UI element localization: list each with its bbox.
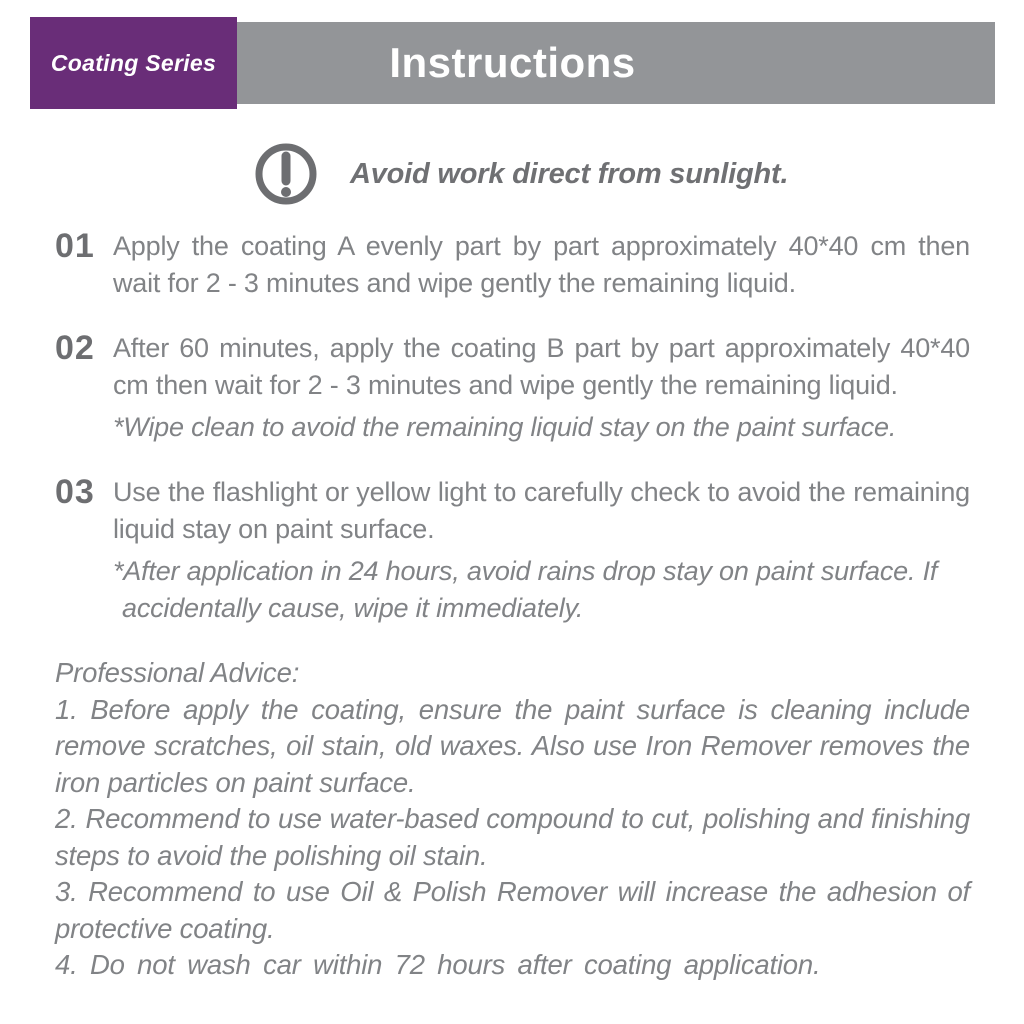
advice-item-1: 1. Before apply the coating, ensure the paint surface is cleaning include remove scratches, oil stain, old waxes. Also use Iron Remover removes the iron particles on paint surface.	[55, 693, 970, 798]
step-text: Apply the coating A evenly part by part approximately 40*40 cm then wait for 2 - 3 minutes and wipe gently the remaining liquid.	[113, 231, 970, 298]
step-number: 03	[55, 473, 95, 511]
advice-item-2: 2. Recommend to use water-based compound to cut, polishing and finishing steps to avoid the polishing oil stain.	[55, 803, 970, 871]
series-badge-label: Coating Series	[50, 49, 217, 76]
warning-banner	[252, 140, 1024, 208]
step-text: Use the flashlight or yellow light to carefully check to avoid the remaining liquid stay on paint surface.	[113, 477, 970, 544]
step-body	[113, 330, 970, 446]
step-item-02	[55, 330, 970, 446]
step-number: 01	[55, 227, 95, 265]
step-number: 02	[55, 329, 95, 367]
advice-item-4: 4. Do not wash car within 72 hours after coating application.	[55, 949, 821, 980]
series-badge	[30, 17, 237, 109]
step-item-01	[55, 228, 970, 302]
instruction-steps	[55, 228, 970, 627]
step-body	[113, 228, 970, 302]
professional-advice	[55, 655, 970, 984]
header	[0, 0, 1024, 109]
advice-item-3: 3. Recommend to use Oil & Polish Remover will increase the adhesion of protective coating.	[55, 876, 970, 944]
page-title: Instructions	[389, 39, 636, 86]
warning-text: Avoid work direct from sunlight.	[350, 157, 789, 190]
advice-heading: Professional Advice:	[55, 657, 300, 688]
step-note: *After application in 24 hours, avoid rains drop stay on paint surface. If accidentally cause, wipe it immediately.	[113, 556, 938, 623]
exclamation-circle-icon	[252, 140, 320, 208]
step-item-03	[55, 474, 970, 627]
step-note: *Wipe clean to avoid the remaining liquid stay on the paint surface.	[113, 412, 897, 442]
step-text: After 60 minutes, apply the coating B part by part approximately 40*40 cm then wait for 2 - 3 minutes and wipe gently the remaining liquid.	[113, 333, 970, 400]
step-body	[113, 474, 970, 627]
